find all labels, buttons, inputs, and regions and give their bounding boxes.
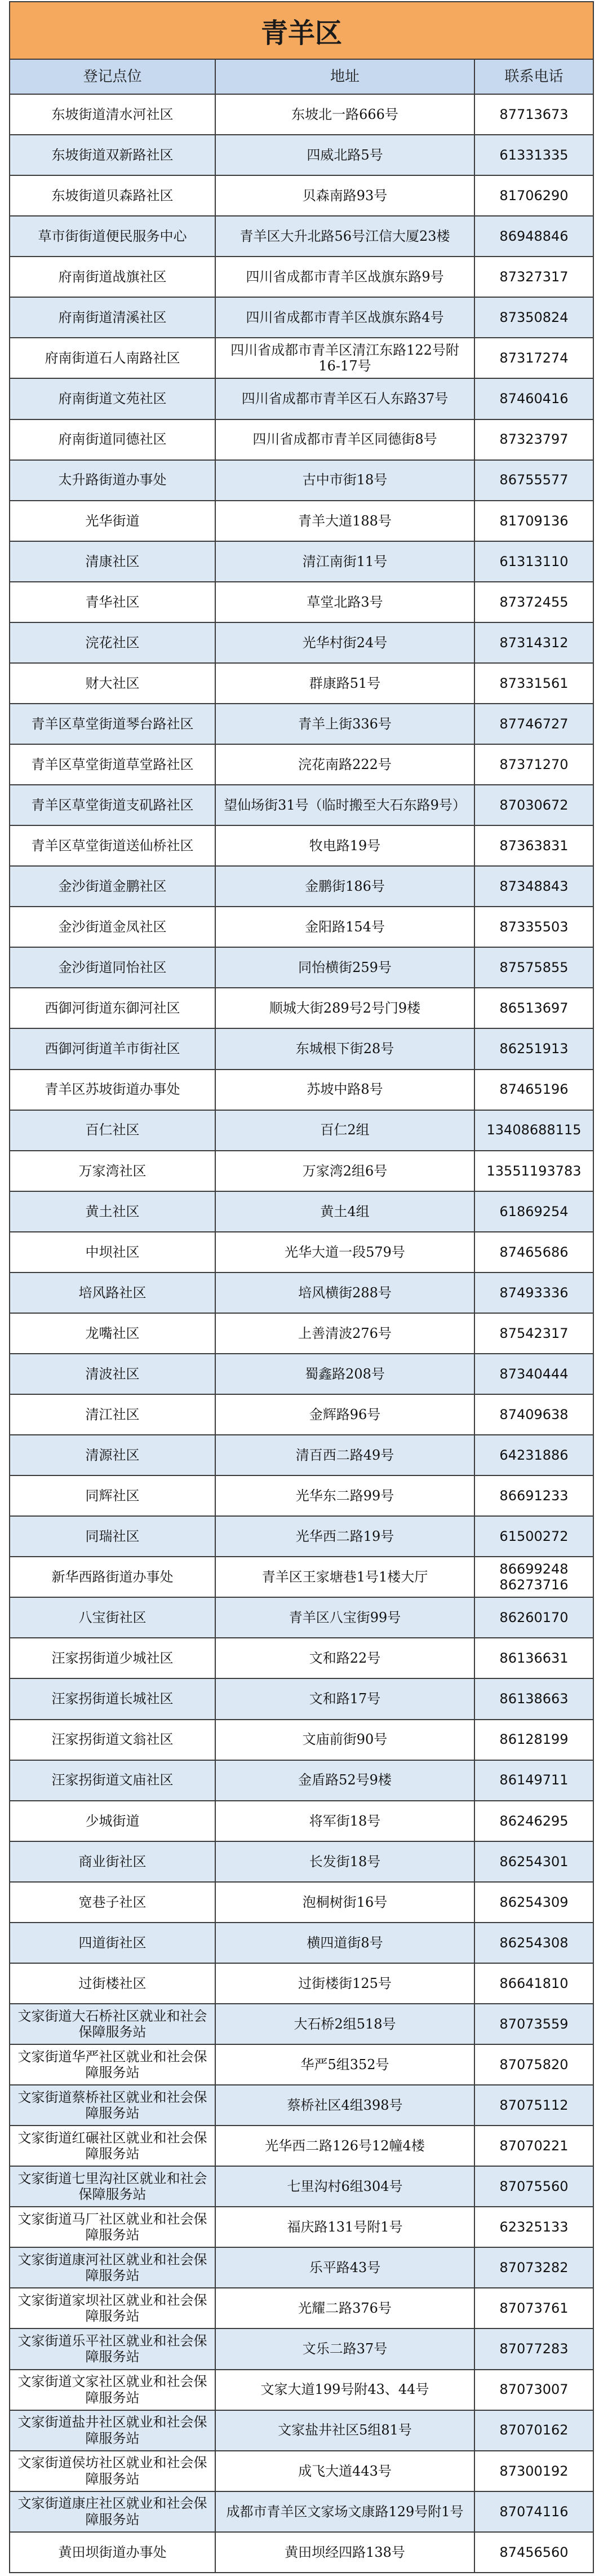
address-cell: 文家大道199号附43、44号 <box>216 2370 475 2410</box>
location-cell: 汪家拐街道少城社区 <box>10 1638 216 1678</box>
address-cell: 黄土4组 <box>216 1192 475 1231</box>
phone-cell: 87075112 <box>499 2097 569 2113</box>
location-cell: 文家街道乐平社区就业和社会保障服务站 <box>10 2329 216 2369</box>
location-cell: 西御河街道羊市街社区 <box>10 1029 216 1068</box>
location-cell: 过街楼社区 <box>10 1964 216 2003</box>
phone-cell: 86254309 <box>499 1894 569 1910</box>
address-cell: 苏坡中路8号 <box>216 1070 475 1110</box>
address-cell: 牧电路19号 <box>216 826 475 865</box>
table-row <box>10 1435 593 1476</box>
phone-cell: 87073559 <box>499 2016 569 2032</box>
table-row <box>10 2045 593 2085</box>
address-cell: 光华村街24号 <box>216 623 475 662</box>
table-row <box>10 948 593 988</box>
table-row <box>10 542 593 582</box>
table-row <box>10 257 593 298</box>
location-cell: 东坡街道清水河社区 <box>10 95 216 134</box>
address-cell: 上善清波276号 <box>216 1314 475 1353</box>
address-cell: 万家湾2组6号 <box>216 1151 475 1191</box>
address-cell: 蜀鑫路208号 <box>216 1354 475 1394</box>
table-row <box>10 1476 593 1517</box>
table-row <box>10 704 593 745</box>
phone-cell: 86755577 <box>499 472 569 488</box>
address-cell: 群康路51号 <box>216 664 475 703</box>
table-row <box>10 1557 593 1598</box>
address-cell: 望仙场街31号（临时搬至大石东路9号） <box>216 785 475 825</box>
district-title: 青羊区 <box>10 2 593 60</box>
address-cell: 青羊区王家塘巷1号1楼大厅 <box>216 1557 475 1597</box>
table-row <box>10 501 593 542</box>
phone-cell: 61313110 <box>499 553 569 569</box>
phone-cell: 87340444 <box>499 1366 569 1382</box>
location-cell: 商业街社区 <box>10 1842 216 1881</box>
address-cell: 四川省成都市青羊区石人东路37号 <box>216 379 475 418</box>
table-row <box>10 298 593 338</box>
address-cell: 金辉路96号 <box>216 1395 475 1434</box>
table-row <box>10 379 593 419</box>
phone-cell: 87073282 <box>499 2260 569 2276</box>
table-row <box>10 1679 593 1720</box>
location-cell: 新华西路街道办事处 <box>10 1557 216 1597</box>
location-cell: 四道街社区 <box>10 1923 216 1963</box>
phone-cell: 87327317 <box>499 269 569 285</box>
phone-cell: 61500272 <box>499 1528 569 1545</box>
phone-cell: 87300192 <box>499 2463 569 2479</box>
location-cell: 府南街道清溪社区 <box>10 298 216 337</box>
address-cell: 培风横街288号 <box>216 1273 475 1313</box>
table-row <box>10 582 593 623</box>
table-row <box>10 785 593 826</box>
address-cell: 顺城大街289号2号门9楼 <box>216 988 475 1028</box>
table-row <box>10 1029 593 1070</box>
table-row <box>10 2085 593 2126</box>
location-cell: 太升路街道办事处 <box>10 461 216 500</box>
table-row <box>10 338 593 379</box>
address-cell: 四川省成都市青羊区战旗东路4号 <box>216 298 475 337</box>
phone-cell: 87456560 <box>499 2544 569 2560</box>
phone-cell: 62325133 <box>499 2219 569 2235</box>
location-cell: 文家街道盐井社区就业和社会保障服务站 <box>10 2411 216 2450</box>
location-cell: 文家街道马厂社区就业和社会保障服务站 <box>10 2207 216 2247</box>
location-cell: 东坡街道双新路社区 <box>10 135 216 175</box>
address-cell: 福庆路131号附1号 <box>216 2207 475 2247</box>
location-cell: 浣花社区 <box>10 623 216 662</box>
table-row <box>10 1395 593 1435</box>
phone-cell: 87493336 <box>499 1284 569 1301</box>
header-phone: 联系电话 <box>504 68 563 85</box>
phone-cell: 87070162 <box>499 2422 569 2438</box>
location-cell: 青华社区 <box>10 582 216 622</box>
location-cell: 财大社区 <box>10 664 216 703</box>
table-row <box>10 2207 593 2248</box>
table-row <box>10 1232 593 1273</box>
table-row <box>10 2329 593 2370</box>
phone-cell: 87075560 <box>499 2179 569 2195</box>
location-cell: 清波社区 <box>10 1354 216 1394</box>
table-row <box>10 420 593 461</box>
phone-cell: 86948846 <box>499 228 569 245</box>
address-cell: 泡桐树街16号 <box>216 1883 475 1922</box>
address-cell: 清江南街11号 <box>216 542 475 581</box>
phone-cell: 87030672 <box>499 797 569 813</box>
phone-cell: 13408688115 <box>486 1122 582 1138</box>
address-cell: 过街楼街125号 <box>216 1964 475 2003</box>
location-cell: 西御河街道东御河社区 <box>10 988 216 1028</box>
address-cell: 百仁2组 <box>216 1111 475 1150</box>
phone-cell: 87077283 <box>499 2341 569 2357</box>
phone-cell: 87409638 <box>499 1406 569 1422</box>
phone-cell: 61331335 <box>499 147 569 163</box>
location-cell: 少城街道 <box>10 1801 216 1841</box>
address-cell: 金阳路154号 <box>216 907 475 947</box>
table-row <box>10 1964 593 2004</box>
phone-cell: 87070221 <box>499 2138 569 2154</box>
table-row <box>10 2451 593 2492</box>
address-cell: 华严5组352号 <box>216 2045 475 2084</box>
address-cell: 文乐二路37号 <box>216 2329 475 2369</box>
table-row <box>10 2370 593 2411</box>
address-cell: 文和路22号 <box>216 1638 475 1678</box>
phone-cell: 86246295 <box>499 1813 569 1829</box>
address-cell: 长发街18号 <box>216 1842 475 1881</box>
address-cell: 四川省成都市青羊区清江东路122号附16-17号 <box>216 338 475 378</box>
header-address: 地址 <box>216 60 475 94</box>
registration-table <box>9 1 594 2573</box>
location-cell: 文家街道蔡桥社区就业和社会保障服务站 <box>10 2085 216 2125</box>
location-cell: 金沙街道金鹏社区 <box>10 867 216 906</box>
phone-cell: 87348843 <box>499 878 569 895</box>
table-row <box>10 1883 593 1923</box>
phone-cell: 86149711 <box>499 1772 569 1788</box>
table-row <box>10 1923 593 1964</box>
address-cell: 东城根下街28号 <box>216 1029 475 1068</box>
phone-cell: 86136631 <box>499 1650 569 1667</box>
phone-cell: 87460416 <box>499 391 569 407</box>
header-location: 登记点位 <box>10 60 216 94</box>
location-cell: 汪家拐街道文翁社区 <box>10 1720 216 1760</box>
location-cell: 宽巷子社区 <box>10 1883 216 1922</box>
location-cell: 文家街道华严社区就业和社会保障服务站 <box>10 2045 216 2084</box>
location-cell: 金沙街道同怡社区 <box>10 948 216 987</box>
phone-cell: 13551193783 <box>486 1163 582 1179</box>
address-cell: 七里沟村6组304号 <box>216 2167 475 2206</box>
address-cell: 光华东二路99号 <box>216 1476 475 1515</box>
address-cell: 文家盐井社区5组81号 <box>216 2411 475 2450</box>
address-cell: 将军街18号 <box>216 1801 475 1841</box>
address-cell: 同怡横街259号 <box>216 948 475 987</box>
location-cell: 万家湾社区 <box>10 1151 216 1191</box>
table-row <box>10 461 593 501</box>
phone-cell: 87331561 <box>499 675 569 691</box>
phone-cell: 81709136 <box>499 512 569 529</box>
location-cell: 青羊区苏坡街道办事处 <box>10 1070 216 1110</box>
phone-cell: 87542317 <box>499 1325 569 1341</box>
location-cell: 东坡街道贝森路社区 <box>10 176 216 215</box>
address-cell: 乐平路43号 <box>216 2248 475 2287</box>
location-cell: 百仁社区 <box>10 1111 216 1150</box>
location-cell: 府南街道同德社区 <box>10 420 216 459</box>
location-cell: 黄田坝街道办事处 <box>10 2533 216 2572</box>
table-row <box>10 826 593 867</box>
location-cell: 光华街道 <box>10 501 216 541</box>
address-cell: 成都市青羊区文家场文康路129号附1号 <box>216 2492 475 2531</box>
phone-cell: 87713673 <box>499 106 569 122</box>
table-row <box>10 1517 593 1557</box>
location-cell: 青羊区草堂街道琴台路社区 <box>10 704 216 744</box>
table-row <box>10 216 593 257</box>
location-cell: 文家街道康庄社区就业和社会保障服务站 <box>10 2492 216 2531</box>
table-row <box>10 2167 593 2207</box>
table-row <box>10 2411 593 2451</box>
phone-cell: 87372455 <box>499 594 569 610</box>
address-cell: 成飞大道443号 <box>216 2451 475 2491</box>
table-row <box>10 1151 593 1192</box>
address-cell: 古中市街18号 <box>216 461 475 500</box>
address-cell: 四威北路5号 <box>216 135 475 175</box>
table-row <box>10 2126 593 2167</box>
phone-cell: 87323797 <box>499 431 569 448</box>
location-cell: 同瑞社区 <box>10 1517 216 1556</box>
address-cell: 光华西二路126号12幢4楼 <box>216 2126 475 2166</box>
phone-cell: 87073761 <box>499 2300 569 2317</box>
table-row <box>10 1354 593 1395</box>
location-cell: 黄土社区 <box>10 1192 216 1231</box>
table-row <box>10 1801 593 1842</box>
table-row <box>10 907 593 948</box>
location-cell: 文家街道大石桥社区就业和社会保障服务站 <box>10 2004 216 2044</box>
location-cell: 八宝街社区 <box>10 1598 216 1637</box>
phone-cell: 87465686 <box>499 1244 569 1260</box>
phone-cell: 86251913 <box>499 1041 569 1057</box>
address-cell: 黄田坝经四路138号 <box>216 2533 475 2572</box>
phone-cell: 86513697 <box>499 1000 569 1017</box>
table-row <box>10 745 593 785</box>
phone-cell: 86254308 <box>499 1934 569 1951</box>
phone-cell: 86691233 <box>499 1488 569 1504</box>
table-row <box>10 623 593 664</box>
phone-cell: 61869254 <box>499 1203 569 1219</box>
table-row <box>10 2533 593 2572</box>
phone-cell: 87075820 <box>499 2056 569 2073</box>
location-cell: 府南街道文苑社区 <box>10 379 216 418</box>
location-cell: 文家街道康河社区就业和社会保障服务站 <box>10 2248 216 2287</box>
location-cell: 中坝社区 <box>10 1232 216 1272</box>
address-cell: 大石桥2组518号 <box>216 2004 475 2044</box>
phone-cell: 86641810 <box>499 1975 569 1991</box>
phone-cell: 87575855 <box>499 960 569 976</box>
address-cell: 横四道街8号 <box>216 1923 475 1963</box>
location-cell: 府南街道石人南路社区 <box>10 338 216 378</box>
table-row <box>10 867 593 907</box>
location-cell: 龙嘴社区 <box>10 1314 216 1353</box>
address-cell: 青羊区大升北路56号江信大厦23楼 <box>216 216 475 256</box>
table-row <box>10 1720 593 1761</box>
table-row <box>10 2288 593 2329</box>
phone-cell: 87073007 <box>499 2381 569 2398</box>
table-row <box>10 1761 593 1801</box>
phone-cell: 87317274 <box>499 350 569 366</box>
phone-cell: 86260170 <box>499 1610 569 1626</box>
table-row <box>10 1638 593 1679</box>
phone-cell: 87074116 <box>499 2503 569 2520</box>
phone-cell: 64231886 <box>499 1447 569 1463</box>
phone-cell: 87465196 <box>499 1081 569 1098</box>
address-cell: 蔡桥社区4组398号 <box>216 2085 475 2125</box>
address-cell: 清百西二路49号 <box>216 1435 475 1475</box>
phone-cell: 87363831 <box>499 838 569 854</box>
address-cell: 草堂北路3号 <box>216 582 475 622</box>
table-row <box>10 1842 593 1883</box>
phone-cell: 87335503 <box>499 919 569 935</box>
address-cell: 金盾路52号9楼 <box>216 1761 475 1800</box>
table-row <box>10 135 593 176</box>
table-row <box>10 1273 593 1314</box>
location-cell: 青羊区草堂街道草堂路社区 <box>10 745 216 784</box>
location-cell: 清源社区 <box>10 1435 216 1475</box>
address-cell: 文庙前街90号 <box>216 1720 475 1760</box>
table-row <box>10 95 593 135</box>
phone-cell: 87350824 <box>499 310 569 326</box>
address-cell: 东坡北一路666号 <box>216 95 475 134</box>
location-cell: 汪家拐街道文庙社区 <box>10 1761 216 1800</box>
address-cell: 浣花南路222号 <box>216 745 475 784</box>
table-row <box>10 1314 593 1354</box>
table-row <box>10 664 593 704</box>
location-cell: 草市街街道便民服务中心 <box>10 216 216 256</box>
phone-cell: 86699248 86273716 <box>499 1561 569 1593</box>
table-row <box>10 1598 593 1638</box>
address-cell: 光耀二路376号 <box>216 2288 475 2328</box>
location-cell: 金沙街道金凤社区 <box>10 907 216 947</box>
phone-cell: 86138663 <box>499 1691 569 1707</box>
table-row <box>10 2004 593 2045</box>
location-cell: 文家街道七里沟社区就业和社会保障服务站 <box>10 2167 216 2206</box>
location-cell: 汪家拐街道长城社区 <box>10 1679 216 1718</box>
phone-cell: 87746727 <box>499 715 569 732</box>
location-cell: 文家街道家坝社区就业和社会保障服务站 <box>10 2288 216 2328</box>
location-cell: 文家街道红碾社区就业和社会保障服务站 <box>10 2126 216 2166</box>
location-cell: 青羊区草堂街道支矶路社区 <box>10 785 216 825</box>
table-row <box>10 2248 593 2288</box>
table-row <box>10 1070 593 1111</box>
address-cell: 贝森南路93号 <box>216 176 475 215</box>
location-cell: 清康社区 <box>10 542 216 581</box>
location-cell: 府南街道战旗社区 <box>10 257 216 297</box>
phone-cell: 86128199 <box>499 1731 569 1748</box>
table-row <box>10 988 593 1029</box>
address-cell: 文和路17号 <box>216 1679 475 1718</box>
phone-cell: 86254301 <box>499 1853 569 1870</box>
phone-cell: 87314312 <box>499 634 569 651</box>
table-row <box>10 1192 593 1232</box>
location-cell: 文家街道文家社区就业和社会保障服务站 <box>10 2370 216 2410</box>
table-row <box>10 1111 593 1151</box>
address-cell: 青羊大道188号 <box>216 501 475 541</box>
address-cell: 光华大道一段579号 <box>216 1232 475 1272</box>
location-cell: 培风路社区 <box>10 1273 216 1313</box>
phone-cell: 87371270 <box>499 756 569 772</box>
phone-cell: 81706290 <box>499 188 569 204</box>
table-row <box>10 176 593 216</box>
location-cell: 同辉社区 <box>10 1476 216 1515</box>
address-cell: 青羊区八宝街99号 <box>216 1598 475 1637</box>
location-cell: 青羊区草堂街道送仙桥社区 <box>10 826 216 865</box>
location-cell: 清江社区 <box>10 1395 216 1434</box>
address-cell: 四川省成都市青羊区同德街8号 <box>216 420 475 459</box>
table-body <box>10 95 593 2572</box>
address-cell: 金鹏街186号 <box>216 867 475 906</box>
table-row <box>10 2492 593 2533</box>
address-cell: 光华西二路19号 <box>216 1517 475 1556</box>
address-cell: 四川省成都市青羊区战旗东路9号 <box>216 257 475 297</box>
location-cell: 文家街道侯坊社区就业和社会保障服务站 <box>10 2451 216 2491</box>
address-cell: 青羊上街336号 <box>216 704 475 744</box>
table-header-row <box>10 60 593 95</box>
